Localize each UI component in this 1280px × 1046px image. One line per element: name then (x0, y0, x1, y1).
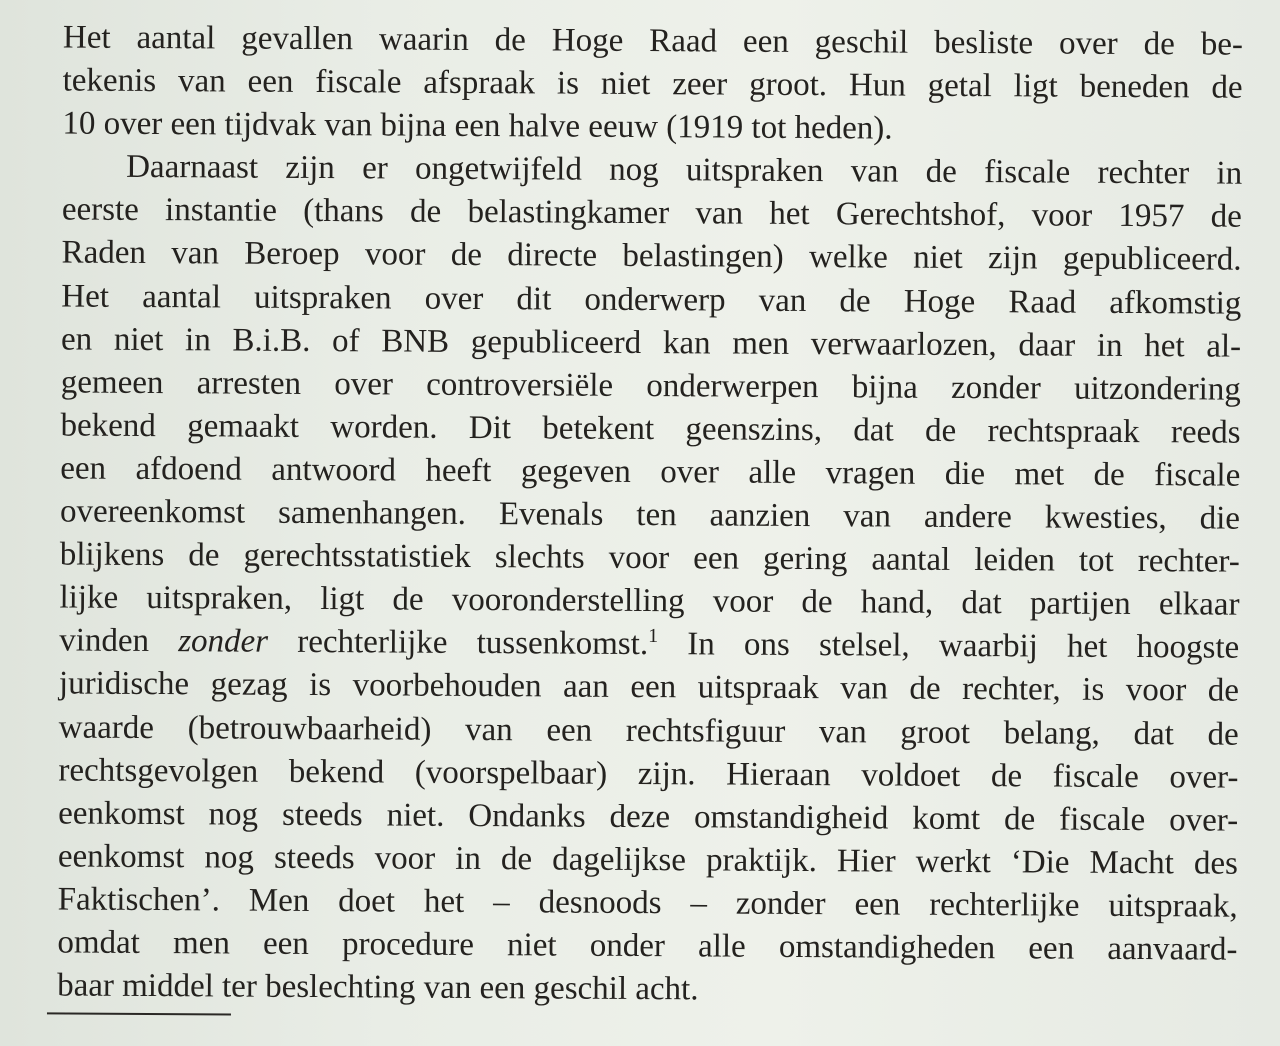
text-line: Daarnaast zijn er ongetwijfeld nog uitspraken van de fiscale rechter in (126, 149, 1243, 192)
text-line: blijkens de gerechtsstatistiek slechts voor een gering aantal leiden tot rechter- (59, 536, 1240, 580)
footnote-separator (47, 1012, 231, 1015)
text-line: en niet in B.i.B. of BNB gepubliceerd kan men verwaarlozen, daar in het al- (60, 321, 1242, 365)
text-line-with-footnote (59, 620, 1239, 670)
text-line: omdat men een procedure niet onder alle omstandigheden een aanvaard- (57, 924, 1238, 968)
text-line: tekenis van een fiscale afspraak is niet zeer groot. Hun getal ligt beneden de (62, 62, 1243, 106)
text-line: bekend gemaakt worden. Dit betekent geenszins, dat de rechtspraak reeds (60, 407, 1241, 451)
text-segment: rechterlijke tussenkomst. (267, 624, 649, 663)
text-line: waarde (betrouwbaarheid) van een rechtsfiguur van groot belang, dat de (58, 708, 1239, 753)
text-line: lijke uitspraken, ligt de vooronderstelling voor de hand, dat partijen elkaar (59, 579, 1240, 623)
text-segment: In ons stelsel, waarbij het hoogste (658, 626, 1240, 666)
text-line: 10 over een tijdvak van bijna een halve eeuw (1919 tot heden). (62, 105, 893, 147)
text-line: Het aantal uitspraken over dit onderwerp van de Hoge Raad afkomstig (61, 278, 1242, 322)
text-line: baar middel ter beslechting van een geschil acht. (57, 967, 699, 1008)
text-line: juridische gezag is voorbehouden aan een uitspraak van de rechter, is voor de (58, 665, 1240, 710)
text-line: Faktischen’. Men doet het – desnoods – zonder een rechterlijke uitspraak, (57, 881, 1238, 925)
italic-emphasis: zonder (178, 623, 269, 661)
body-text (57, 16, 1243, 1014)
text-line: eenkomst nog steeds voor in de dagelijkse praktijk. Hier werkt ‘Die Macht des (57, 838, 1239, 882)
text-line: overeenkomst samenhangen. Evenals ten aanzien van andere kwesties, die (59, 493, 1241, 537)
text-line: Raden van Beroep voor de directe belastingen) welke niet zijn gepubliceerd. (61, 234, 1242, 279)
text-line: eenkomst nog steeds niet. Ondanks deze omstandigheid komt de fiscale over- (58, 795, 1239, 839)
paragraph-1 (62, 16, 1243, 152)
text-segment: vinden (59, 622, 179, 660)
text-line: eerste instantie (thans de belastingkamer van het Gerechtshof, voor 1957 de (61, 191, 1242, 236)
paragraph-2 (57, 146, 1242, 1015)
text-line: gemeen arresten over controversiële onderwerpen bijna zonder uitzondering (60, 364, 1241, 408)
text-line: een afdoend antwoord heeft gegeven over alle vragen die met de fiscale (60, 450, 1241, 494)
footnote-marker[interactable]: 1 (648, 625, 659, 648)
text-line: rechtsgevolgen bekend (voorspelbaar) zijn. Hieraan voldoet de fiscale over- (58, 752, 1239, 796)
text-line: Het aantal gevallen waarin de Hoge Raad een geschil besliste over de be- (62, 19, 1244, 63)
